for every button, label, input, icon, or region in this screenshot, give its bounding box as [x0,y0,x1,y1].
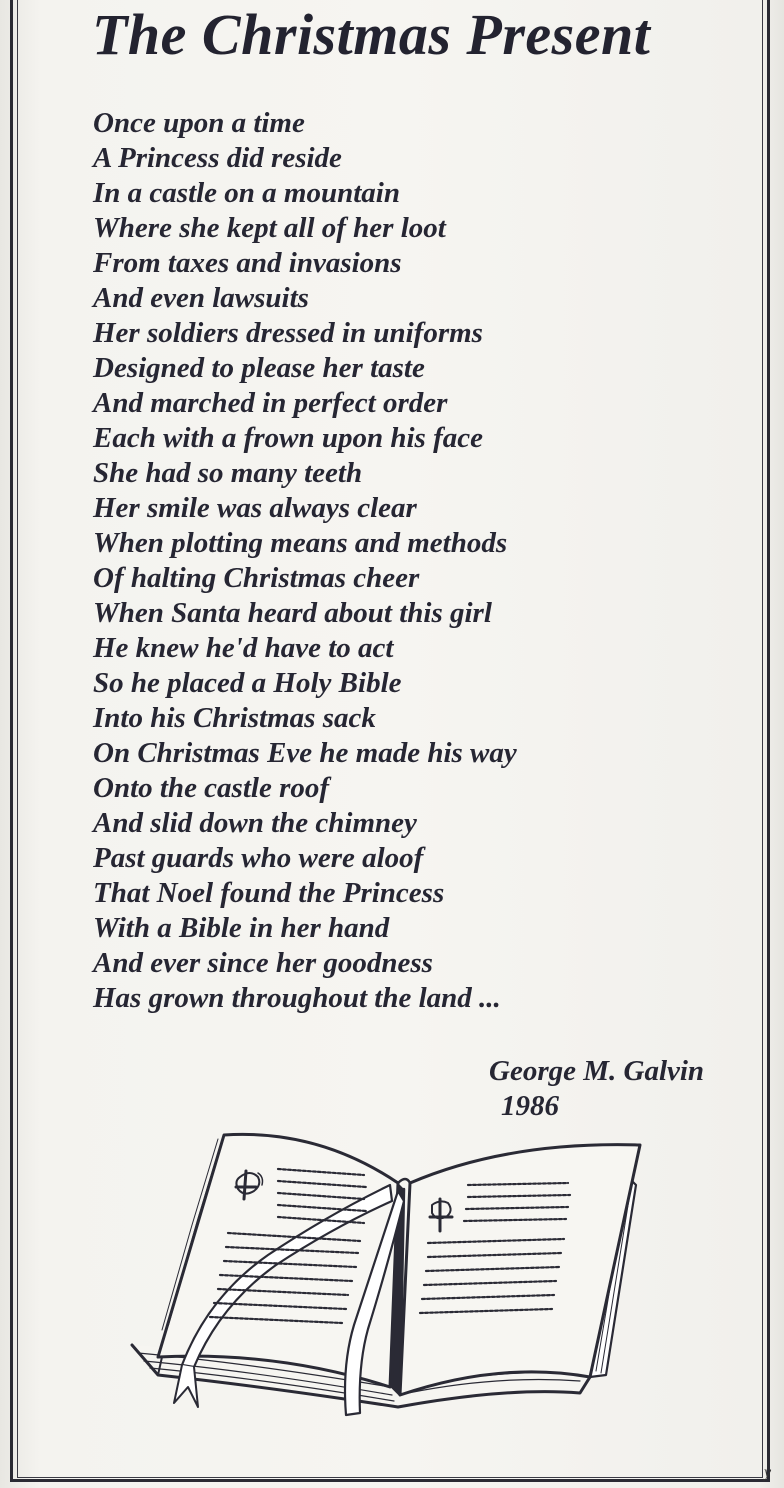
poem-line: Of halting Christmas cheer [93,562,420,594]
poem-line: She had so many teeth [93,457,363,489]
poem-line: A Princess did reside [93,142,342,174]
poem-line: He knew he'd have to act [93,632,394,664]
poem-line: Onto the castle roof [93,772,330,804]
poem-line: And marched in perfect order [93,387,448,419]
poem-line: Where she kept all of her loot [93,212,446,244]
poem-line: Her smile was always clear [93,492,417,524]
poem-line: And ever since her goodness [93,947,433,979]
poem-line: With a Bible in her hand [93,912,390,944]
poem-line: Past guards who were aloof [93,842,424,874]
poem-body [93,106,517,1016]
poem-line: And even lawsuits [93,282,309,314]
poem-line: Once upon a time [93,107,305,139]
author-signature: George M. Galvin [489,1055,705,1087]
poem-line: So he placed a Holy Bible [93,667,402,699]
poem-line: From taxes and invasions [93,247,402,279]
poem-line: And slid down the chimney [93,807,417,839]
poem-line: That Noel found the Princess [93,877,445,909]
poem-line: On Christmas Eve he made his way [93,737,517,769]
poem-line: In a castle on a mountain [93,177,400,209]
poem-year: 1986 [501,1090,559,1122]
poem-line: Her soldiers dressed in uniforms [93,317,483,349]
poem-line: Has grown throughout the land ... [93,982,501,1014]
poem-line: When Santa heard about this girl [93,597,492,629]
poem-line: Each with a frown upon his face [93,422,483,454]
poem-line: Designed to please her taste [93,352,425,384]
corner-mark: y [764,1464,772,1481]
poem-line: Into his Christmas sack [93,702,376,734]
poem-title: The Christmas Present [92,2,651,67]
poem-line: When plotting means and methods [93,527,508,559]
open-bible-icon [128,1125,648,1425]
